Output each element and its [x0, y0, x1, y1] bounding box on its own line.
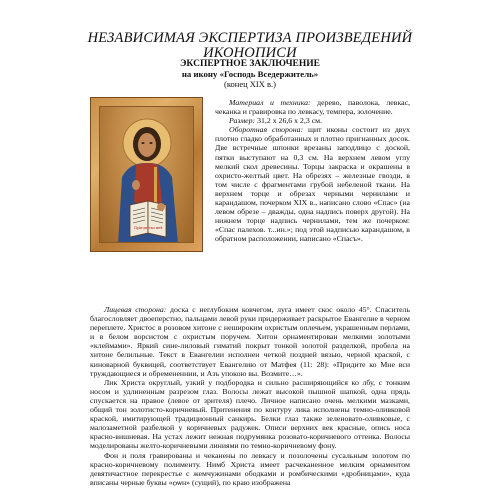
book-text-left: Прiи-дите — [134, 226, 151, 230]
book-text-right: ко мнѣ — [151, 226, 163, 230]
icon-name-line: на икону «Господь Вседержитель» — [181, 69, 319, 79]
christ-pantocrator-image — [100, 107, 194, 243]
front-description — [90, 305, 410, 487]
front-label: Лицевая сторона: — [104, 305, 167, 314]
front-text: доска с неглубоким ковчегом, луга имеет скос около 45°. Спаситель благословляет двоеперстно, пальцами левой руки придерживает раскрытое Евангелие в черном переплете. Христос в розовом хитоне с нешироким охристым оплечьем, украшенным перлами, и в белом ворсистом с охристым поручем. Хитон орнаментирован мелкими золотыми «клеймами». Яркий сине-лиловый гиматий покрыт тонкой золотой разделкой, пробела на хитоне белильные. Текст в Евангелии исполнен четкой поздней вязью, черной краской, с киноварной буквицей, соответствует Евангелию от Матфея (11: 28): «Придите ко Мне вси труждающиеся и обремененнии, и Азъ упокою вы. Возмите…». — [90, 305, 411, 378]
materials-text: дерево, паволока, левкас, чеканка и гравировка по левкасу, темпера, золочение. — [215, 98, 410, 117]
document-title — [60, 31, 440, 61]
back-label: Оборотная сторона: — [229, 125, 304, 135]
face-description: Лик Христа округлый, узкий у подбородка и сильно расширяющийся ко лбу, с тонким носом и удлиненным разрезом глаз. Волосы лежат высокой пышной шапкой, одна прядь спускается на правое (левое от зрителя) плечо. Личное написано очень мелкими мазками, общий тон золотисто-коричневый. Притенения по контуру лика исполнены темно-оливковой краской, имитирующей традиционный санкирь. Белки глаз также зеленовато-оливковые, с малозаметной разбелкой у коричневых радужек. Описи верхних век красные, опись носа красно-вишневая. На устах лежит нежная подрумянка розовато-коричневого оттенка. Волосы моделированы желто-коричневыми линиями по темно-коричневому фону. — [90, 377, 410, 451]
date-line: (конец XIX в.) — [224, 79, 276, 89]
size-label: Размер: — [229, 116, 256, 126]
right-column-text — [215, 98, 410, 244]
back-text: щит иконы состоит из двух плотно гладко обработанных и плотно пригнанных досок. Две встречные шпонки врезаны заподлицо с доской, пятки выступают на 0,3 см. На верхнем левом углу мелкий скол древесины. Торцы закраска и окрашены в охристо-желтый цвет. На обрезях – железные гвозди, в том числе с фрагментами грубой небеленой ткани. На верхнем торце и обрезах черными чернилами и карандашом, почерком XIX в., написано слово «Спас» (на левом обрезе – дважды, одна надпись поверх другой). На нижнем торце надпись чернилами, тем же почерком: «Спас палехов. т...ин.»; под этой надписью карандашом, в обратном расположении, написано «Спасъ». — [215, 125, 411, 244]
background-description: Фон и поля гравированы и чеканены по левкасу и позолочены сусальным золотом по красно-коричневому полименту. Нимб Христа имеет расчеканенное мелким орнаментом девятичастное перекрестье с жемчужинами ободками и ромбическими «дробницами», куда вписаны черные буквы «ѻѡн» (сущий), по краю изображена — [90, 450, 410, 487]
title-line-1: НЕЗАВИСИМАЯ ЭКСПЕРТИЗА ПРОИЗВЕДЕНИЙ — [87, 30, 413, 46]
icon-painting — [99, 106, 194, 243]
title-line-2: ИКОНОПИСИ — [203, 45, 297, 61]
document-subtitle: ЭКСПЕРТНОЕ ЗАКЛЮЧЕНИЕ — [179, 59, 321, 69]
materials-label: Материал и техника: — [229, 98, 311, 107]
size-text: 31,2 х 26,6 х 2,3 см. — [257, 116, 323, 126]
icon-photo — [90, 97, 203, 252]
